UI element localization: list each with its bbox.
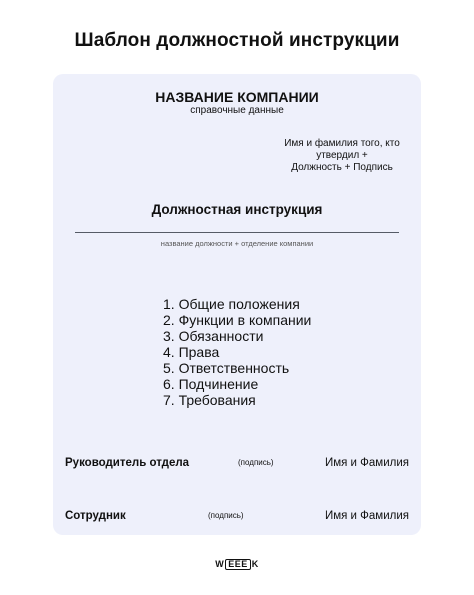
logo-box: EEE xyxy=(225,559,251,570)
logo-letter: W xyxy=(215,559,225,569)
approval-block xyxy=(258,138,426,174)
position-caption: название должности + отделение компании xyxy=(160,239,314,248)
section-item: 7. Требования xyxy=(163,392,256,408)
approval-line: Должность + Подпись xyxy=(291,162,393,173)
signature-role: Сотрудник xyxy=(65,510,126,522)
position-line xyxy=(75,232,399,233)
logo-letter: K xyxy=(251,559,259,569)
section-item: 2. Функции в компании xyxy=(163,312,312,328)
signature-hint: (подпись) xyxy=(208,511,244,520)
document-title: Должностная инструкция xyxy=(151,202,323,217)
signature-hint: (подпись) xyxy=(238,458,274,467)
section-list xyxy=(163,296,311,408)
signature-row-manager xyxy=(53,457,421,475)
page-title: Шаблон должностной инструкции xyxy=(74,30,400,51)
signature-role: Руководитель отдела xyxy=(65,457,190,469)
section-item: 6. Подчинение xyxy=(163,376,259,392)
template-card xyxy=(53,74,421,535)
section-item: 4. Права xyxy=(163,344,220,360)
section-item: 1. Общие положения xyxy=(163,296,300,312)
signature-person: Имя и Фамилия xyxy=(324,457,409,469)
approval-line: утвердил + xyxy=(316,150,368,161)
approval-line: Имя и фамилия того, кто xyxy=(284,138,400,149)
section-item: 3. Обязанности xyxy=(163,328,264,344)
section-item: 5. Ответственность xyxy=(163,360,290,376)
company-reference-data: справочные данные xyxy=(190,105,284,116)
signature-person: Имя и Фамилия xyxy=(324,510,409,522)
company-name: НАЗВАНИЕ КОМПАНИИ xyxy=(155,89,319,105)
weeek-logo xyxy=(0,559,474,570)
signature-row-employee xyxy=(53,510,421,528)
